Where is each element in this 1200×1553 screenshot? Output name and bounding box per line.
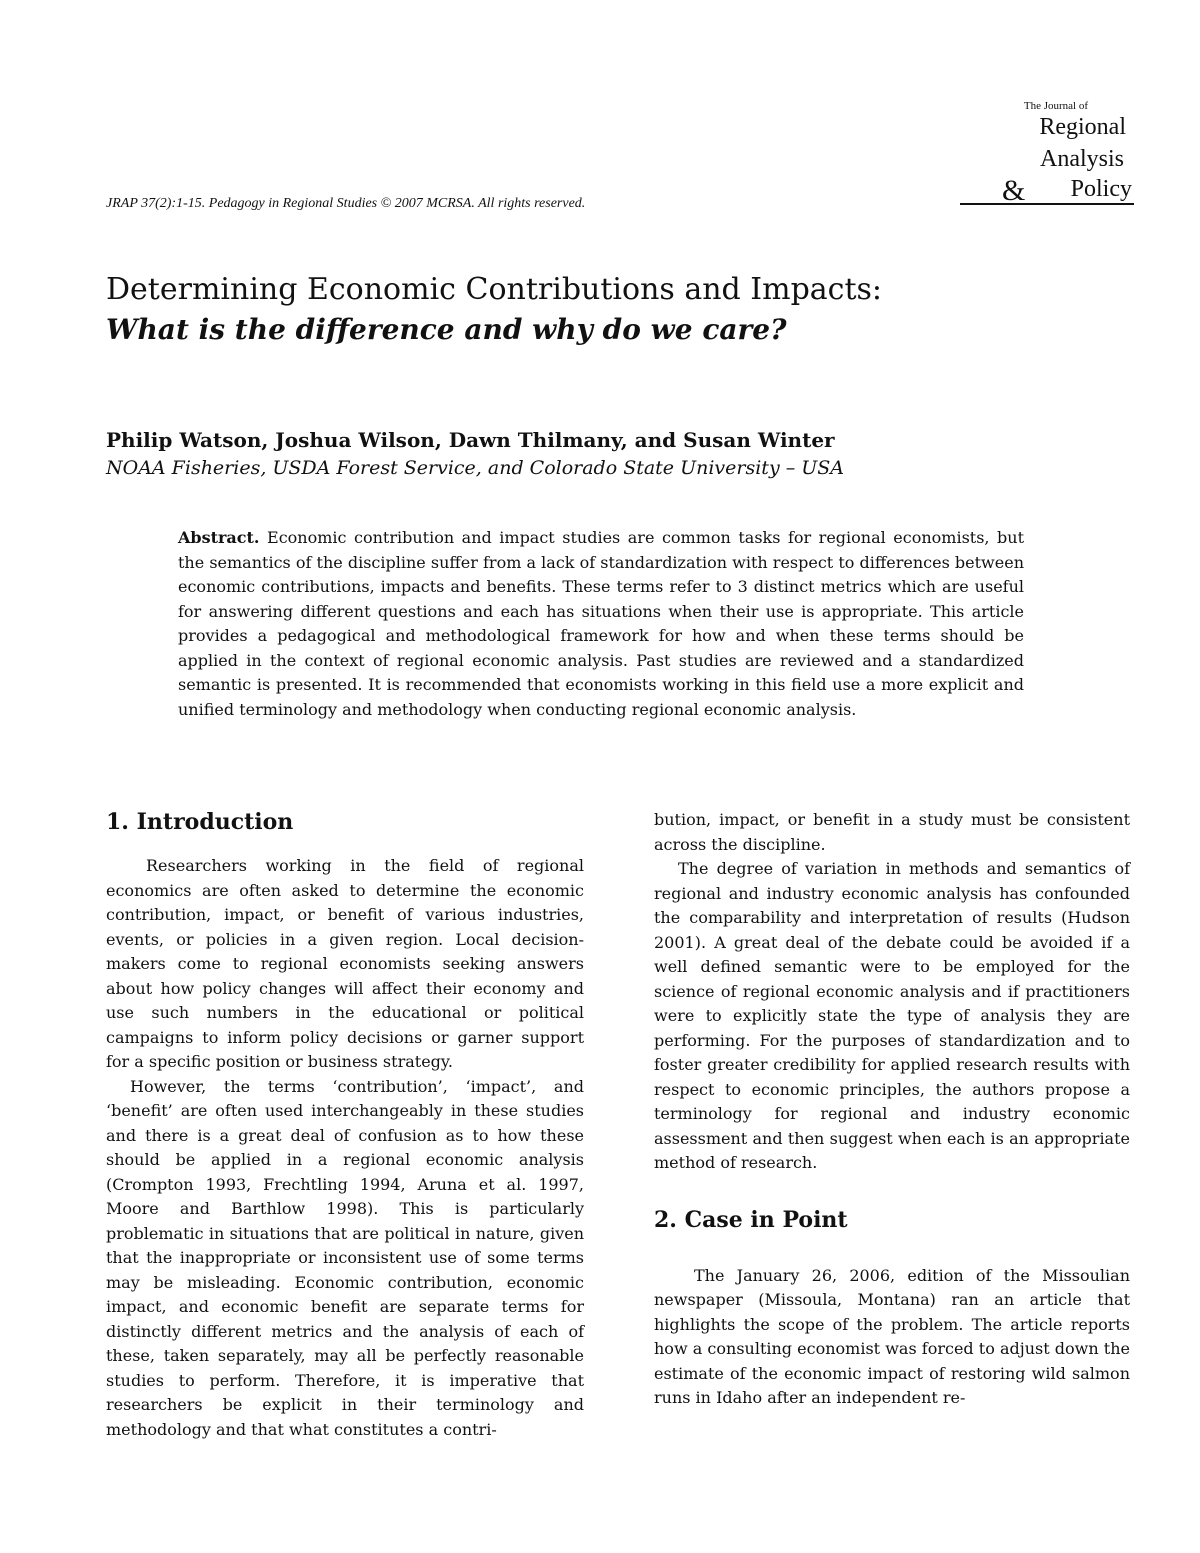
article-title	[106, 270, 1106, 350]
abstract-text: Economic contribution and impact studies are common tasks for regional economists, but the semantics of the discipline suffer from a lack of standardization with respect to differences between economic contributions, impacts and benefits. These terms refer to 3 distinct metrics which are useful for answering different questions and each has situations when their use is appropriate. This article provides a pedagogical and methodological framework for how and when these terms should be applied in the context of regional economic analysis. Past studies are reviewed and a standardized semantic is presented. It is recommended that economists working in this field use a more explicit and unified terminology and methodology when conducting regional economic analysis.	[178, 528, 1024, 719]
logo-analysis: Analysis	[1040, 146, 1124, 172]
section-1-heading: 1. Introduction	[106, 809, 294, 835]
logo-small-text: The Journal of	[1023, 100, 1088, 112]
case-paragraph-1: The January 26, 2006, edition of the Missoulian newspaper (Missoula, Montana) ran an article that highlights the scope of the problem. The article reports how a consulting economist was forced to adjust down the estimate of the economic impact of restoring wild salmon runs in Idaho after an independent re-	[654, 1265, 1130, 1407]
logo-policy: Policy	[1070, 176, 1132, 202]
author-block	[106, 426, 1106, 482]
section-2-heading: 2. Case in Point	[654, 1206, 848, 1233]
intro-paragraph-1: Researchers working in the field of regional economics are often asked to determine the economic contribution, impact, or benefit of various industries, events, or policies in a given region. Local decision-makers come to regional economists seeking answers about how policy changes will affect their economy and use such numbers in the educational or political campaigns to inform policy decisions or garner support for a specific position or business strategy.	[106, 856, 584, 1071]
title-main: Determining Economic Contributions and Impacts:	[106, 272, 883, 307]
author-affiliation: NOAA Fisheries, USDA Forest Service, and Colorado State University – USA	[106, 457, 845, 479]
logo-regional: Regional	[1039, 114, 1126, 140]
logo-rule	[960, 203, 1134, 205]
abstract	[178, 526, 1024, 722]
logo-ampersand: &	[1002, 174, 1026, 207]
abstract-label: Abstract.	[178, 528, 260, 547]
right-column	[654, 808, 1130, 1411]
citation-line: JRAP 37(2):1-15. Pedagogy in Regional Studies © 2007 MCRSA. All rights reserved.	[106, 196, 586, 211]
intro-paragraph-2: However, the terms ‘contribution’, ‘impact’, and ‘benefit’ are often used interchangeably in these studies and there is a great deal of confusion as to how these should be applied in a regional economic analysis (Crompton 1993, Frechtling 1994, Aruna et al. 1997, Moore and Barthlow 1998). This is particularly problematic in situations that are political in nature, given that the inappropriate or inconsistent use of some terms may be misleading. Economic contribution, economic impact, and economic benefit are separate terms for distinctly different metrics and the analysis of each of these, taken separately, may all be perfectly reasonable studies to perform. Therefore, it is imperative that researchers be explicit in their terminology and methodology and that what constitutes a contri-	[106, 1076, 584, 1439]
left-column	[106, 808, 584, 1442]
author-names: Philip Watson, Joshua Wilson, Dawn Thilmany, and Susan Winter	[106, 428, 835, 452]
journal-logo	[958, 100, 1136, 208]
intro-paragraph-2-continued: bution, impact, or benefit in a study must be consistent across the discipline.	[654, 810, 1130, 854]
title-subtitle: What is the difference and why do we care?	[106, 313, 787, 346]
intro-paragraph-3: The degree of variation in methods and semantics of regional and industry economic analysis has confounded the comparability and interpretation of results (Hudson 2001). A great deal of the debate could be avoided if a well defined semantic were to be employed for the science of regional economic analysis and if practitioners were to explicitly state the type of analysis they are performing. For the purposes of standardization and to foster greater credibility for applied research results with respect to economic principles, the authors propose a terminology for regional and industry economic assessment and then suggest when each is an appropriate method of research.	[654, 859, 1130, 1172]
